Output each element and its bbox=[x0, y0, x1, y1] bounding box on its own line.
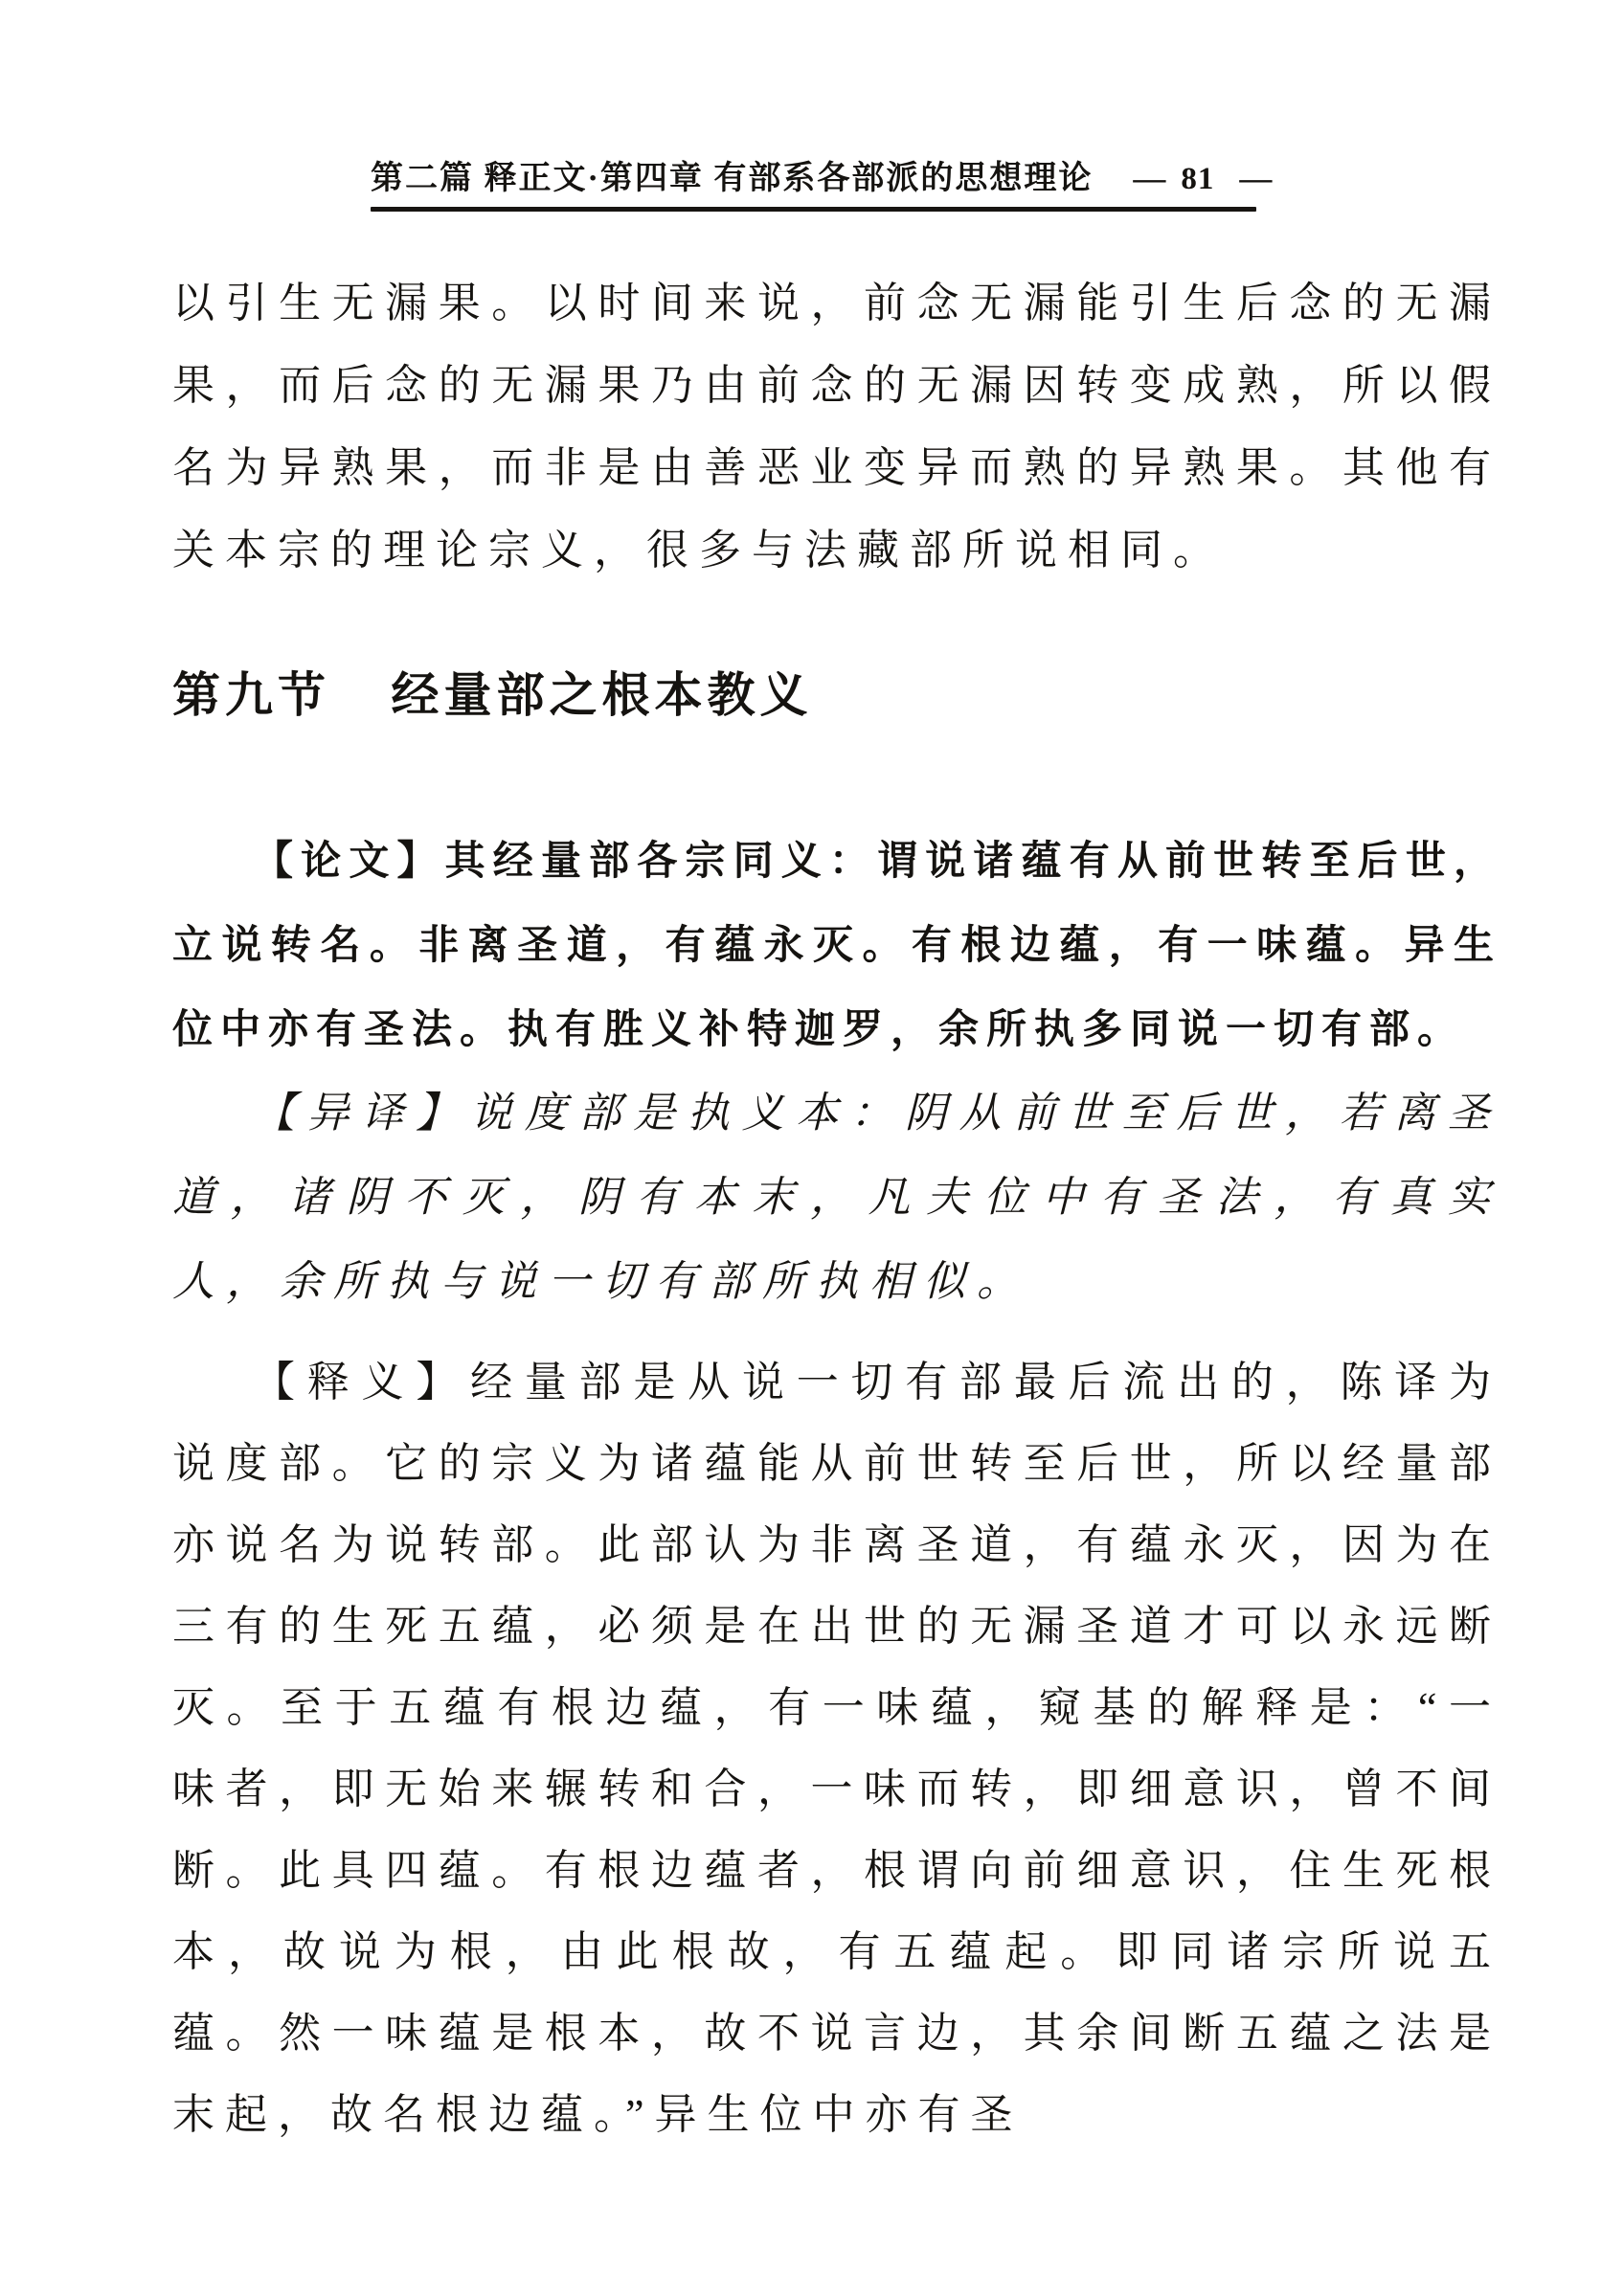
header-title: 第二篇 释正文·第四章 有部系各部派的思想理论 bbox=[371, 161, 1094, 196]
shiyi-text: 经量部是从说一切有部最后流出的，陈译为说度部。它的宗义为诸蕴能从前世转至后世，所以经量部亦说名为说转部。此部认为非离圣道，有蕴永灭，因为在三有的生死五蕴，必须是在出世的无漏圣道才可以永远断灭。至于五蕴有根边蕴，有一味蕴，窥基的解释是：“一味者，即无始来辗转和合，一味而转，即细意识，曾不间断。此具四蕴。有根边蕴者，根谓向前细意识，住生死根本，故说为根，由此根故，有五蕴起。即同诸宗所说五蕴。然一味蕴是根本，故不说言边，其余间断五蕴之法是末起，故名根边蕴。”异生位中亦有圣 bbox=[172, 1359, 1502, 2138]
shiyi-paragraph bbox=[172, 1341, 1501, 2155]
section-title: 经量部之根本教义 bbox=[391, 668, 813, 722]
header-dash-right: — bbox=[1239, 161, 1274, 196]
running-header bbox=[371, 151, 1371, 198]
page-number: 81 bbox=[1181, 162, 1215, 196]
lunwen-paragraph bbox=[172, 819, 1501, 1071]
header-dash-left: — bbox=[1133, 161, 1168, 196]
header-rule bbox=[371, 207, 1256, 212]
yiyi-paragraph bbox=[172, 1071, 1501, 1324]
section-number: 第九节 bbox=[172, 668, 330, 722]
text-column bbox=[172, 262, 1501, 2155]
intro-paragraph: 以引生无漏果。以时间来说，前念无漏能引生后念的无漏果，而后念的无漏果乃由前念的无漏因转变成熟，所以假名为异熟果，而非是由善恶业变异而熟的异熟果。其他有关本宗的理论宗义，很多与法藏部所说相同。 bbox=[172, 280, 1501, 574]
lunwen-label: 【论文】 bbox=[253, 838, 445, 883]
shiyi-label: 【释义】 bbox=[253, 1359, 471, 1406]
yiyi-label: 【异译】 bbox=[253, 1090, 470, 1136]
section-heading bbox=[172, 661, 1501, 730]
lunwen-text: 其经量部各宗同义：谓说诸蕴有从前世转至后世，立说转名。非离圣道，有蕴永灭。有根边蕴，有一味蕴。异生位中亦有圣法。执有胜义补特迦罗，余所执多同说一切有部。 bbox=[172, 838, 1501, 1051]
yiyi-text: 说度部是执义本：阴从前世至后世，若离圣道，诸阴不灭，阴有本末，凡夫位中有圣法，有真实人，余所执与说一切有部所执相似。 bbox=[172, 1090, 1502, 1305]
